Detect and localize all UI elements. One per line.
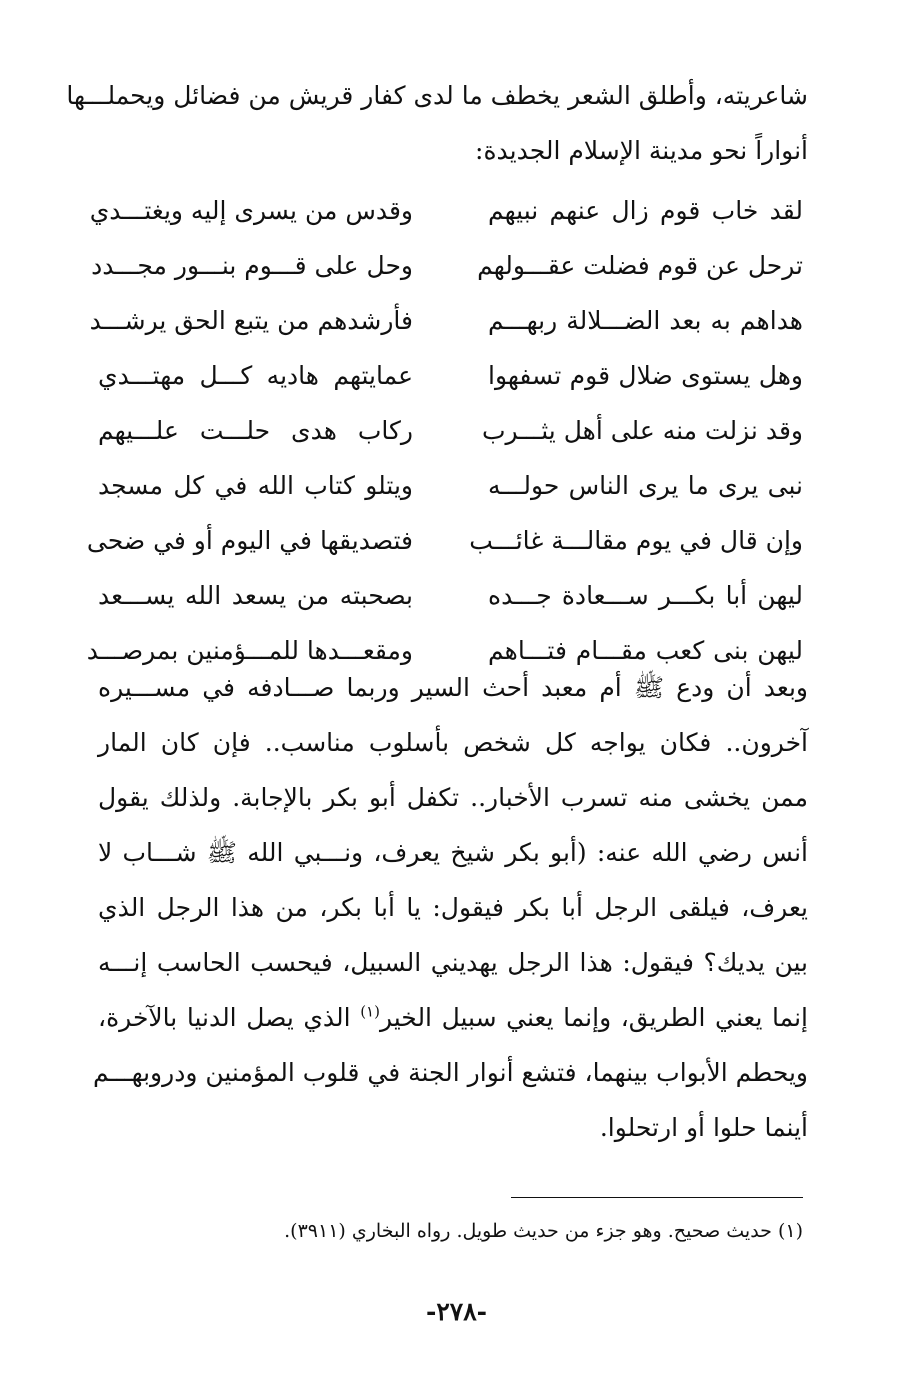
verse-second-hemistich: وحل على قـــوم بنـــور مجـــدد xyxy=(91,251,413,280)
body-line: ممن يخشى منه تسرب الأخبار.. تكفل أبو بكر بالإجابة. ولذلك يقول xyxy=(98,783,808,812)
verse-second-hemistich: ركاب هدى حلـــت علـــيهم xyxy=(98,416,413,445)
verse-first-hemistich: ليهن بنى كعب مقـــام فتـــاهم xyxy=(488,636,803,665)
poem-verse xyxy=(86,513,803,568)
body-line-part: إنما يعني الطريق، وإنما يعني سبيل الخير xyxy=(379,1003,808,1032)
poem-verse xyxy=(89,183,803,238)
poem-verse xyxy=(98,458,803,513)
verse-second-hemistich: بصحبته من يسعد الله يســـعد xyxy=(98,581,413,610)
body-line: بين يديك؟ فيقول: هذا الرجل يهديني السبيل، فيحسب الحاسب إنـــه xyxy=(98,948,808,977)
verse-first-hemistich: لقد خاب قوم زال عنهم نبيهم xyxy=(488,196,803,225)
verse-second-hemistich: عمايتهم هاديه كـــل مهتـــدي xyxy=(98,361,413,390)
verse-second-hemistich: فأرشدهم من يتبع الحق يرشـــد xyxy=(89,306,413,335)
body-line: ويحطم الأبواب بينهما، فتشع أنوار الجنة في قلوب المؤمنين ودروبهـــم xyxy=(92,1058,808,1087)
body-line-part: الذي يصل الدنيا بالآخرة، xyxy=(98,1003,361,1032)
body-line: آخرون.. فكان يواجه كل شخص بأسلوب مناسب.. فإن كان المار xyxy=(98,728,808,757)
intro-line: أنواراً نحو مدينة الإسلام الجديدة: xyxy=(475,136,808,165)
verse-second-hemistich: وقدس من يسرى إليه ويغتـــدي xyxy=(89,196,413,225)
verse-first-hemistich: وإن قال في يوم مقالـــة غائـــب xyxy=(469,526,803,555)
verse-first-hemistich: وهل يستوى ضلال قوم تسفهوا xyxy=(488,361,803,390)
verse-first-hemistich: هداهم به بعد الضـــلالة ربهـــم xyxy=(488,306,803,335)
verse-first-hemistich: وقد نزلت منه على أهل يثـــرب xyxy=(481,416,803,445)
verse-first-hemistich: ليهن أبا بكـــر ســـعادة جـــده xyxy=(488,581,803,610)
verse-first-hemistich: ترحل عن قوم فضلت عقـــولهم xyxy=(477,251,803,280)
verse-first-hemistich: نبى يرى ما يرى الناس حولـــه xyxy=(488,471,803,500)
poem-verse xyxy=(98,403,803,458)
intro-paragraph xyxy=(66,68,808,178)
poem-verse xyxy=(89,293,803,348)
verse-second-hemistich: فتصديقها في اليوم أو في ضحى xyxy=(86,526,413,555)
poem-verse xyxy=(91,238,803,293)
poem-verse xyxy=(98,568,803,623)
body-line: أينما حلوا أو ارتحلوا. xyxy=(599,1113,808,1142)
body-line: وبعد أن ودع ﷺ أم معبد أحث السير وربما صـــادفه في مســـيره xyxy=(98,673,808,702)
footnote-reference[interactable]: (١) xyxy=(360,1002,380,1021)
intro-line: شاعريته، وأطلق الشعر يخطف ما لدى كفار قريش من فضائل ويحملـــها xyxy=(66,81,808,110)
verse-second-hemistich: ويتلو كتاب الله في كل مسجد xyxy=(98,471,413,500)
page-number: -٢٧٨- xyxy=(425,1297,488,1326)
body-line: أنس رضي الله عنه: (أبو بكر شيخ يعرف، ونـــبي الله ﷺ شـــاب لا xyxy=(98,838,808,867)
footnote: (١) حديث صحيح. وهو جزء من حديث طويل. رواه البخاري (٣٩١١). xyxy=(284,1220,803,1242)
footnote-divider xyxy=(511,1197,803,1198)
poem xyxy=(86,183,803,678)
body-line-with-footnote xyxy=(98,990,808,1045)
body-line: يعرف، فيلقى الرجل أبا بكر فيقول: يا أبا بكر، من هذا الرجل الذي xyxy=(98,893,808,922)
poem-verse xyxy=(98,348,803,403)
verse-second-hemistich: ومقعـــدها للمـــؤمنين بمرصـــد xyxy=(86,636,413,665)
body-paragraph xyxy=(92,660,808,1155)
